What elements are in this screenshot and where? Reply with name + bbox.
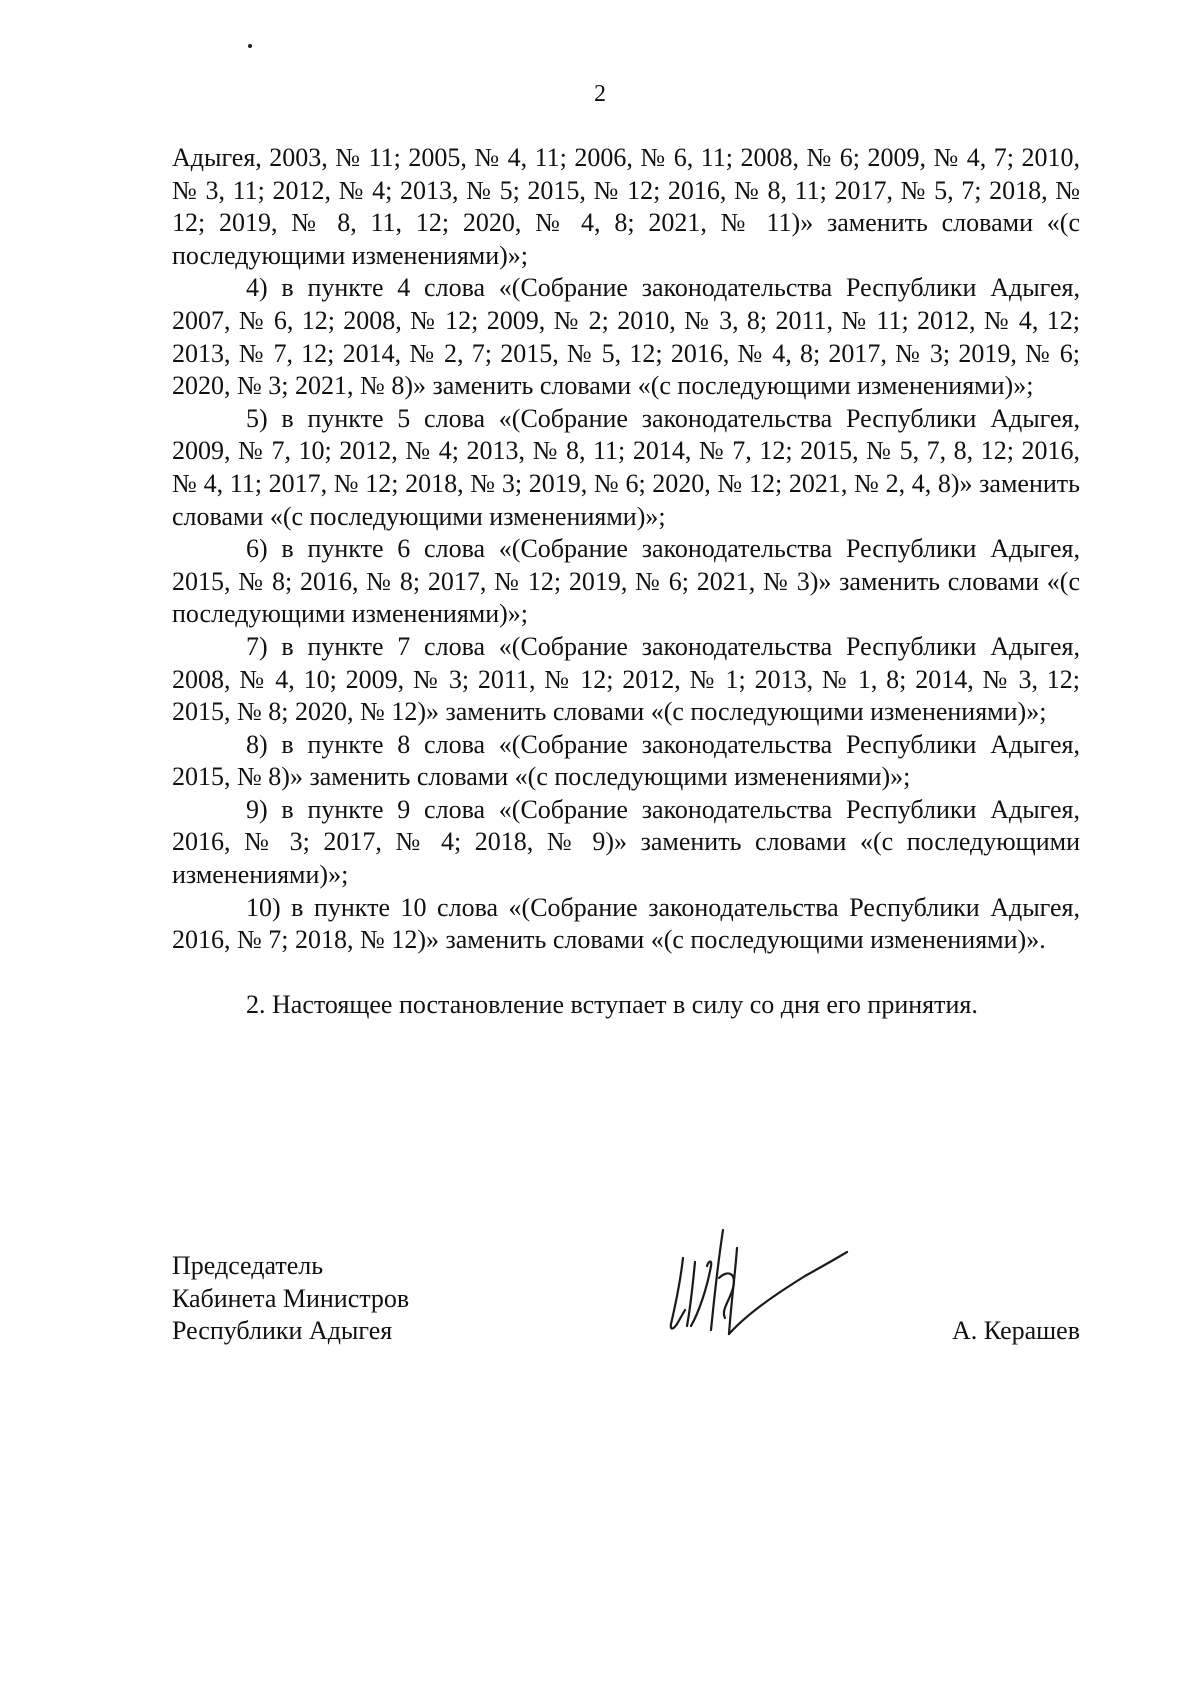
- paragraph-item-8: 8) в пункте 8 слова «(Собрание законодательства Республики Адыгея, 2015, № 8)» заменить словами «(с последующими изменениями)»;: [172, 729, 1080, 792]
- scan-dot-mark: [248, 44, 252, 48]
- document-body: [172, 142, 1080, 1021]
- paragraph-item-4: 4) в пункте 4 слова «(Собрание законодательства Республики Адыгея, 2007, № 6, 12; 2008, № 12; 2009, № 2; 2010, № 3, 8; 2011, № 11; 2012, № 4, 12; 2013, № 7, 12; 2014, № 2, 7; 2015, № 5, 12; 2016, № 4, 8; 2017, № 3; 2019, № 6; 2020, № 3; 2021, № 8)» заменить словами «(с последующими изменениями)»;: [172, 273, 1080, 401]
- paragraph-item-9: 9) в пункте 9 слова «(Собрание законодательства Республики Адыгея, 2016, № 3; 2017, № 4; 2018, № 9)» заменить словами «(с последующими изменениями)»;: [172, 794, 1080, 890]
- signatory-title-line: Республики Адыгея: [172, 1316, 393, 1346]
- page-number: 2: [594, 81, 606, 107]
- paragraph-continuation: Адыгея, 2003, № 11; 2005, № 4, 11; 2006, № 6, 11; 2008, № 6; 2009, № 4, 7; 2010, № 3, 11; 2012, № 4; 2013, № 5; 2015, № 12; 2016, № 8, 11; 2017, № 5, 7; 2018, № 12; 2019, № 8, 11, 12; 2020, № 4, 8; 2021, № 11)» заменить словами «(с последующими изменениями)»;: [172, 143, 1080, 270]
- handwritten-signature: [665, 1226, 850, 1346]
- paragraph-item-10: 10) в пункте 10 слова «(Собрание законодательства Республики Адыгея, 2016, № 7; 2018, № 12)» заменить словами «(с последующими изменениями)».: [172, 892, 1080, 955]
- paragraph-item-7: 7) в пункте 7 слова «(Собрание законодательства Республики Адыгея, 2008, № 4, 10; 2009, № 3; 2011, № 12; 2012, № 1; 2013, № 1, 8; 2014, № 3, 12; 2015, № 8; 2020, № 12)» заменить словами «(с последующими изменениями)»;: [172, 631, 1080, 727]
- final-clause: 2. Настоящее постановление вступает в силу со дня его принятия.: [246, 989, 978, 1019]
- signatory-title-line: Председатель: [172, 1251, 324, 1280]
- signatory-title-line: Кабинета Министров: [172, 1283, 410, 1313]
- signatory-name: А. Керашев: [951, 1316, 1080, 1345]
- paragraph-item-6: 6) в пункте 6 слова «(Собрание законодательства Республики Адыгея, 2015, № 8; 2016, № 8; 2017, № 12; 2019, № 6; 2021, № 3)» заменить словами «(с последующими изменениями)»;: [172, 534, 1080, 629]
- signature-block: [172, 1250, 1080, 1360]
- paragraph-item-5: 5) в пункте 5 слова «(Собрание законодательства Республики Адыгея, 2009, № 7, 10; 2012, № 4; 2013, № 8, 11; 2014, № 7, 12; 2015, № 5, 7, 8, 12; 2016, № 4, 11; 2017, № 12; 2018, № 3; 2019, № 6; 2020, № 12; 2021, № 2, 4, 8)» заменить словами «(с последующими изменениями)»;: [172, 403, 1080, 531]
- signatory-title: [172, 1250, 409, 1348]
